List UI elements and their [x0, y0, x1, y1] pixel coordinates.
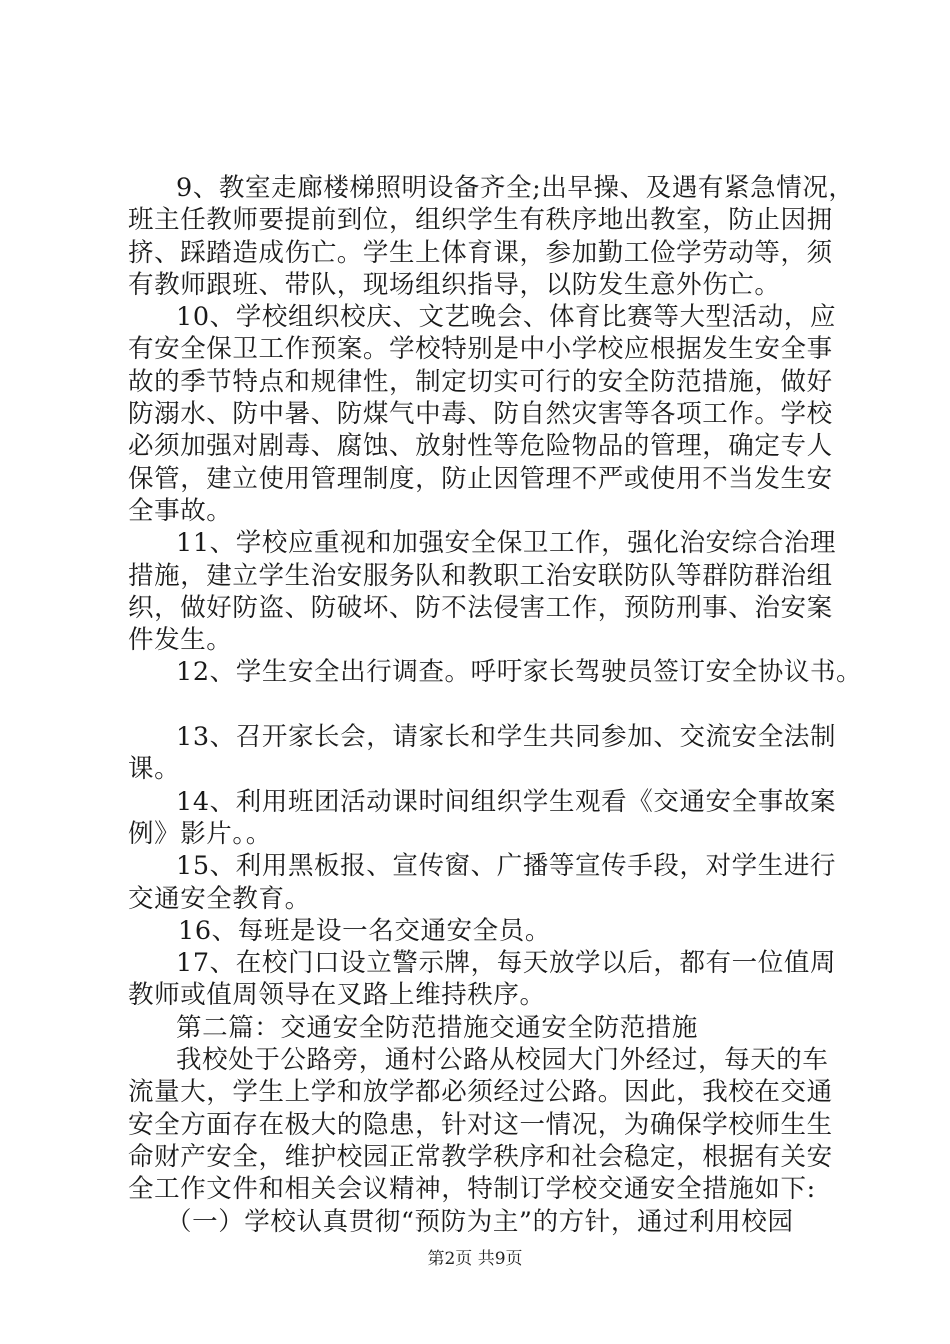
text-line: （一）学校认真贯彻“预防为主”的方针，通过利用校园	[166, 1206, 794, 1237]
text-line: 教师或值周领导在叉路上维持秩序。	[128, 980, 546, 1011]
text-line: 第二篇：交通安全防范措施交通安全防范措施	[176, 1012, 699, 1043]
text-line: 全工作文件和相关会议精神，特制订学校交通安全措施如下:	[128, 1174, 816, 1205]
text-line: 13、召开家长会，请家长和学生共同参加、交流安全法制	[176, 722, 837, 753]
text-line: 件发生。	[128, 625, 233, 656]
text-line: 措施，建立学生治安服务队和教职工治安联防队等群防群治组	[128, 560, 833, 591]
text-line: 10、学校组织校庆、文艺晚会、体育比赛等大型活动，应	[176, 302, 837, 333]
text-line: 我校处于公路旁，通村公路从校园大门外经过，每天的车	[176, 1045, 829, 1076]
text-line: 14、利用班团活动课时间组织学生观看《交通安全事故案	[176, 786, 837, 817]
page-footer: 第2页 共9页	[427, 1249, 523, 1269]
text-line: 全事故。	[128, 495, 233, 526]
text-line: 安全方面存在极大的隐患，针对这一情况，为确保学校师生生	[128, 1109, 833, 1140]
text-line: 必须加强对剧毒、腐蚀、放射性等危险物品的管理，确定专人	[128, 431, 833, 462]
text-line: 有教师跟班、带队，现场组织指导，以防发生意外伤亡。	[128, 269, 781, 300]
text-line: 挤、踩踏造成伤亡。学生上体育课，参加勤工俭学劳动等，须	[128, 237, 833, 268]
document-body	[128, 172, 863, 1238]
text-line: 流量大，学生上学和放学都必须经过公路。因此，我校在交通	[128, 1077, 833, 1108]
text-line: 故的季节特点和规律性，制定切实可行的安全防范措施，做好	[128, 366, 833, 397]
text-line: 9、教室走廊楼梯照明设备齐全;出早操、及遇有紧急情况，	[176, 173, 855, 203]
text-line: 交通安全教育。	[128, 883, 311, 914]
text-line: 12、学生安全出行调查。呼吁家长驾驶员签订安全协议书。	[176, 657, 863, 688]
text-line: 保管，建立使用管理制度，防止因管理不严或使用不当发生安	[128, 463, 833, 494]
text-line: 例》影片。。	[128, 818, 272, 849]
text-line: 有安全保卫工作预案。学校特别是中小学校应根据发生安全事	[128, 334, 833, 365]
text-line: 命财产安全，维护校园正常教学秩序和社会稳定，根据有关安	[128, 1141, 833, 1172]
text-line: 16、每班是设一名交通安全员。	[178, 915, 551, 946]
text-line: 15、利用黑板报、宣传窗、广播等宣传手段，对学生进行	[176, 851, 837, 882]
text-line: 课。	[128, 754, 181, 785]
text-line: 班主任教师要提前到位，组织学生有秩序地出教室，防止因拥	[128, 205, 833, 236]
text-line: 织，做好防盗、防破坏、防不法侵害工作，预防刑事、治安案	[128, 592, 833, 623]
text-line: 17、在校门口设立警示牌，每天放学以后，都有一位值周	[176, 948, 837, 979]
text-line: 防溺水、防中暑、防煤气中毒、防自然灾害等各项工作。学校	[128, 399, 833, 430]
blank-line	[128, 689, 843, 721]
text-line: 11、学校应重视和加强安全保卫工作，强化治安综合治理	[176, 528, 837, 559]
